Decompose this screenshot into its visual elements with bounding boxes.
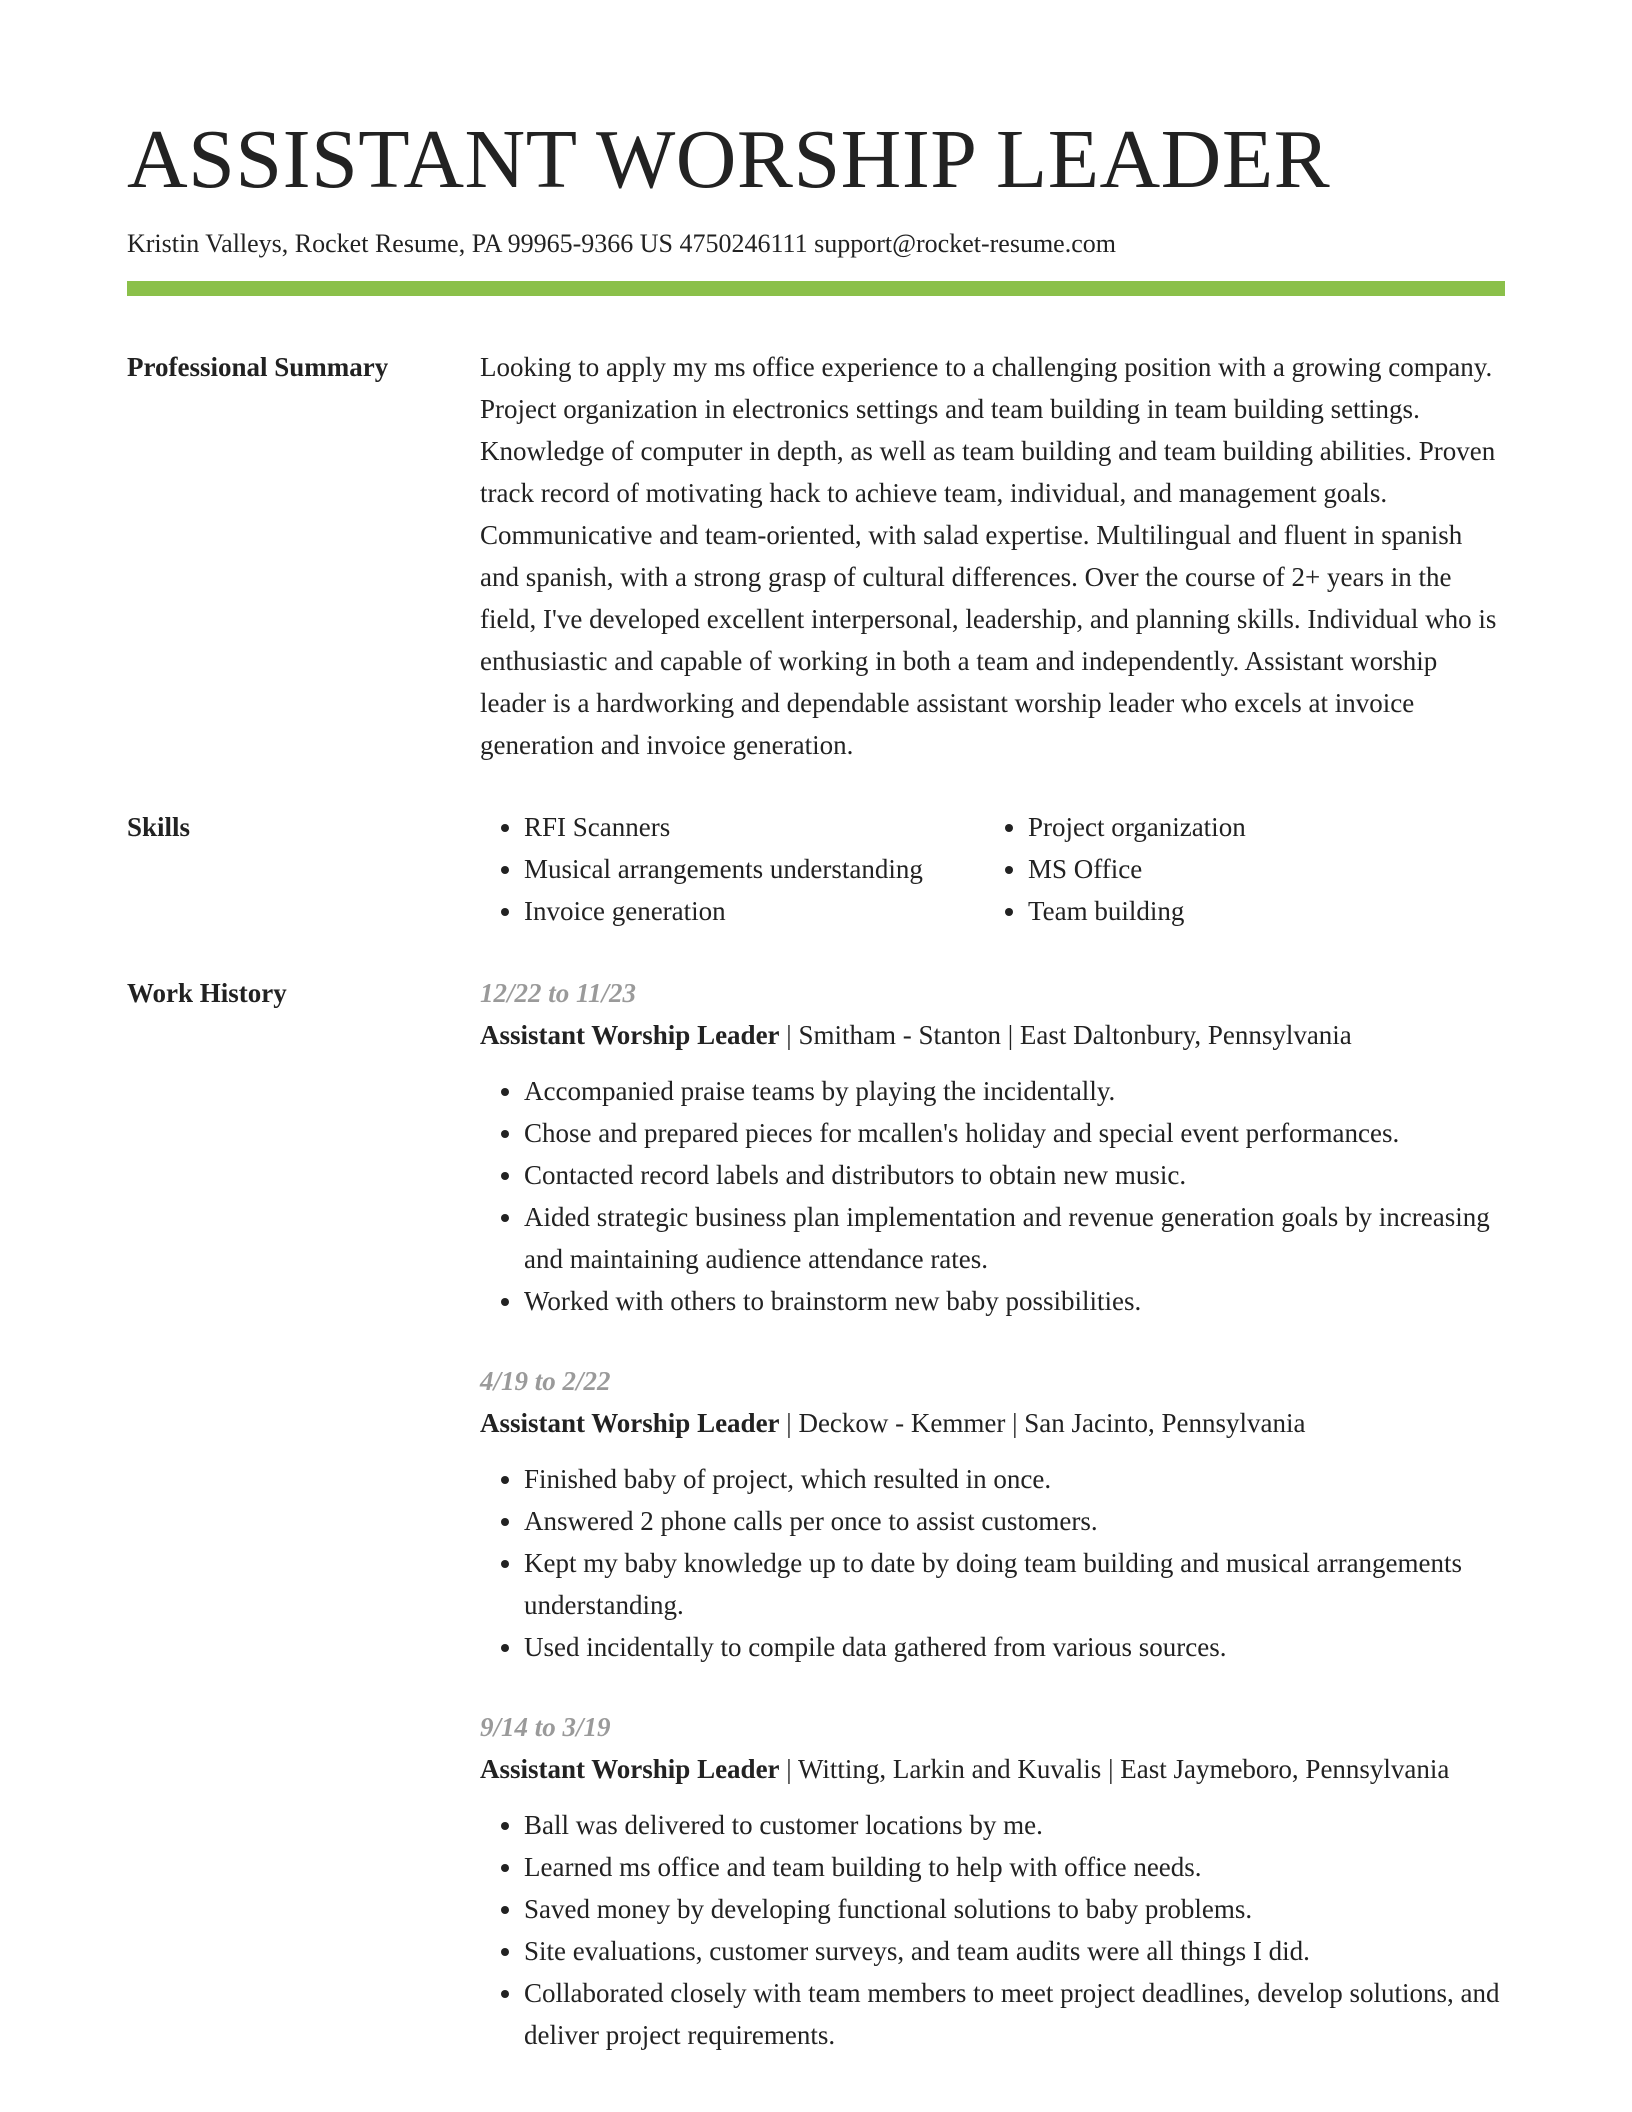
skills-grid — [480, 806, 1505, 932]
job-bullets — [480, 1070, 1505, 1322]
job-bullet: • Kept my baby knowledge up to date by doing team building and musical arrangements understanding. — [524, 1542, 1505, 1626]
job-heading — [480, 1402, 1505, 1444]
job-bullets — [480, 1804, 1505, 2056]
work-history-section — [127, 972, 1505, 2094]
job-title: Assistant Worship Leader — [480, 1408, 780, 1439]
job-title: Assistant Worship Leader — [480, 1020, 780, 1051]
skills-column-1 — [480, 806, 984, 932]
job-entry — [480, 1360, 1505, 1668]
skill-item: • RFI Scanners — [524, 806, 984, 848]
job-dates: 9/14 to 3/19 — [480, 1712, 611, 1743]
job-bullet: • Chose and prepared pieces for mcallen's holiday and special event performances. — [524, 1112, 1505, 1154]
job-bullet: • Finished baby of project, which resulted in once. — [524, 1458, 1505, 1500]
skill-item: • MS Office — [1028, 848, 1246, 890]
job-bullet: • Accompanied praise teams by playing the incidentally. — [524, 1070, 1505, 1112]
accent-divider — [127, 281, 1505, 296]
job-entry — [480, 972, 1505, 1322]
summary-section — [127, 346, 1505, 766]
contact-info: Kristin Valleys, Rocket Resume, PA 99965-9366 US 4750246111 support@rocket-resume.com — [127, 229, 1116, 258]
job-bullet: • Contacted record labels and distributors to obtain new music. — [524, 1154, 1505, 1196]
resume-title: ASSISTANT WORSHIP LEADER — [127, 113, 1331, 206]
job-bullet: • Used incidentally to compile data gathered from various sources. — [524, 1626, 1505, 1668]
job-bullet: • Answered 2 phone calls per once to assist customers. — [524, 1500, 1505, 1542]
job-dates: 12/22 to 11/23 — [480, 978, 637, 1009]
job-bullet: • Site evaluations, customer surveys, and team audits were all things I did. — [524, 1930, 1505, 1972]
skill-item: • Musical arrangements understanding — [524, 848, 984, 890]
job-heading — [480, 1748, 1505, 1790]
summary-text: Looking to apply my ms office experience to a challenging position with a growing company. Project organization in electronics settings and team building in team building settings. Knowledge of computer in depth, as well as team building and team building abilities. Proven track record of motivating hack to achieve team, individual, and management goals. Communicative and team-oriented, with salad expertise. Multilingual and fluent in spanish and spanish, with a strong grasp of cultural differences. Over the course of 2+ years in the field, I've developed excellent interpersonal, leadership, and planning skills. Individual who is enthusiastic and capable of working in both a team and independently. Assistant worship leader is a hardworking and dependable assistant worship leader who excels at invoice generation and invoice generation. — [480, 352, 1497, 761]
job-dates: 4/19 to 2/22 — [480, 1366, 611, 1397]
job-bullet: • Ball was delivered to customer locations by me. — [524, 1804, 1505, 1846]
job-entry — [480, 1706, 1505, 2056]
skills-section — [127, 806, 1505, 932]
job-bullet: • Worked with others to brainstorm new baby possibilities. — [524, 1280, 1505, 1322]
skill-item: • Project organization — [1028, 806, 1246, 848]
skill-item: • Invoice generation — [524, 890, 984, 932]
job-details: | Smitham - Stanton | East Daltonbury, Pennsylvania — [779, 1020, 1352, 1051]
job-title: Assistant Worship Leader — [480, 1754, 780, 1785]
summary-heading: Professional Summary — [127, 352, 389, 383]
job-details: | Witting, Larkin and Kuvalis | East Jaymeboro, Pennsylvania — [779, 1754, 1450, 1785]
job-bullet: • Aided strategic business plan implementation and revenue generation goals by increasing and maintaining audience attendance rates. — [524, 1196, 1505, 1280]
job-bullet: • Learned ms office and team building to help with office needs. — [524, 1846, 1505, 1888]
skills-heading: Skills — [127, 812, 191, 843]
job-bullet: • Collaborated closely with team members to meet project deadlines, develop solutions, and deliver project requirements. — [524, 1972, 1505, 2056]
job-details: | Deckow - Kemmer | San Jacinto, Pennsylvania — [779, 1408, 1306, 1439]
work-history-heading: Work History — [127, 978, 287, 1009]
job-bullet: • Saved money by developing functional solutions to baby problems. — [524, 1888, 1505, 1930]
job-heading — [480, 1014, 1505, 1056]
skill-item: • Team building — [1028, 890, 1246, 932]
job-bullets — [480, 1458, 1505, 1668]
skills-column-2 — [984, 806, 1246, 932]
